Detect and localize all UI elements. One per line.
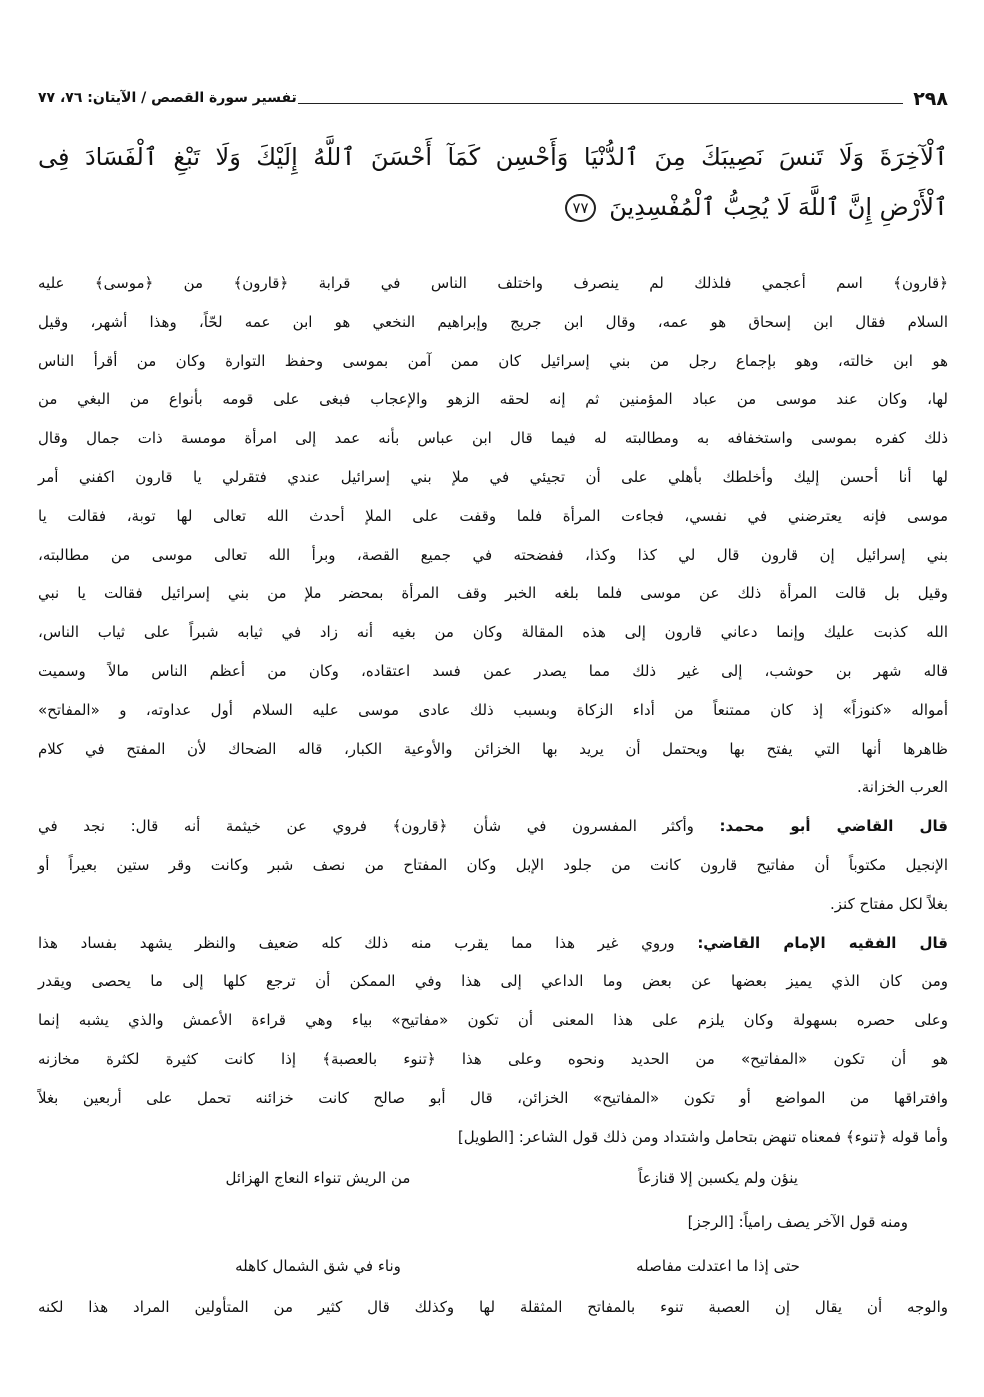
line-text: بغلاً لكل مفتاح كنز.: [830, 894, 948, 913]
running-title: تفسير سورة القصص / الآيتان: ٧٦، ٧٧: [38, 90, 297, 106]
line-text: وافتراقها من المواضع أو تكون «المفاتيح» الخزائن، قال أبو صالح كانت خزائنه تحمل على أربعين بغلاً: [38, 1088, 948, 1107]
text-line: [38, 419, 948, 458]
text-line: [38, 303, 948, 342]
line-text: ﴿قارون﴾ اسم أعجمي فلذلك لم ينصرف واختلف الناس في قرابة ﴿قارون﴾ من ﴿موسى﴾ عليه: [38, 274, 948, 292]
text-line: [38, 691, 948, 730]
poem-intro-text: ومنه قول الآخر يصف رامياً: [الرجز]: [687, 1213, 908, 1232]
line-text: موسى فإنه يعترضني في نفسي، فجاءت المرأة فلما وقفت على الملإ أحدث الله تعالى لها توبة، فقالت يا: [38, 506, 948, 525]
quran-line-text: ٱلْأَرْضِ إِنَّ ٱللَّهَ لَا يُحِبُّ ٱلْمُفْسِدِينَ: [609, 193, 948, 221]
paragraph-lead: قال الفقيه الإمام القاضي:: [697, 933, 948, 952]
paragraph: [38, 264, 948, 807]
line-text: وعلى حصره بسهولة وكان يلزم على هذا المعنى أن تكون «مفاتيح» بياء وهي قراءة الأعمش والذي يشبه إنما: [38, 1011, 948, 1030]
header-rule: [298, 103, 903, 104]
line-text: لها، وكان عند موسى من عباد المؤمنين ثم إنه لحقه الزهو والإعجاب فبغى على قومه بأنواع من البغي من: [38, 390, 948, 409]
text-line: [38, 807, 948, 846]
text-line: [38, 730, 948, 769]
poem-hemistich-second: وناء في شق الشمال كاهله: [235, 1257, 401, 1276]
quran-line: ٱلْآخِرَةَ وَلَا تَنسَ نَصِيبَكَ مِنَ ٱلدُّنْيَا وَأَحْسِن كَمَآ أَحْسَنَ ٱللَّهُ إِلَيْكَ وَلَا تَبْغِ ٱلْفَسَادَ فِى: [38, 143, 948, 171]
text-line: [38, 497, 948, 536]
text-line: [38, 574, 948, 613]
line-text: لها أنا أحسن إليك وأخلطك بأهلي على أن تجيئي في ملإ بني إسرائيل عندي فتقرلي يا قارون اكفني أمر: [38, 467, 948, 486]
text-line: [38, 264, 948, 303]
closing-text: والوجه أن يقال إن العصبة تنوء بالمفاتح المثقلة لها وكذلك قال كثير من المتأولين المراد هذا لكنه: [38, 1298, 948, 1317]
line-text: قاله شهر بن حوشب، إلى غير ذلك مما يصدر عمن فسد اعتقاده، وكان من أعظم الناس مالاً وسميت: [38, 661, 948, 680]
line-text: السلام فقال ابن إسحاق هو عمه، وقال ابن جريج وإبراهيم النخعي هو ابن عمه لحّاً، وهذا أشهر، وقيل: [38, 312, 948, 331]
line-text: بني إسرائيل إن قارون قال لي كذا وكذا، ففضحته في جميع القصة، وبرأ الله تعالى موسى من مطالبته،: [38, 545, 948, 564]
paragraph: [38, 807, 948, 923]
line-text: أمواله «كنوزاً» إذ كان ممتنعاً من أداء الزكاة وبسبب ذلك عادى موسى عليه السلام أول عداوته، و «المفاتح»: [38, 700, 948, 719]
line-text: وقيل بل قالت المرأة ذلك عن موسى فلما بلغه الخبر وقف المرأة بمحضر ملإ من بني إسرائيل فقالت يا نبي: [38, 584, 948, 603]
line-text: ذلك كفره بموسى واستخفافه به ومطالبته له فيما قال ابن عباس بأنه عمد إلى امرأة مومسة ذات جمال وقال: [38, 429, 948, 448]
line-text: هو أن تكون «المفاتيح» من الحديد ونحوه وعلى هذا ﴿تنوء بالعصبة﴾ إذا كانت كثيرة لكثرة مخازنه: [38, 1049, 948, 1068]
text-line: [38, 1001, 948, 1040]
quran-verse: [38, 132, 948, 232]
text-line: [38, 458, 948, 497]
page-content: [38, 264, 948, 1327]
paragraph: [38, 924, 948, 1157]
poem-verse-1: [38, 1156, 948, 1200]
line-text: الإنجيل مكتوباً أن مفاتيح قارون كانت من جلود الإبل وكان المفتاح من نصف شبر وكانت وقر ستين بعيراً أو: [38, 855, 948, 874]
text-line: [38, 1079, 948, 1118]
ayah-number-marker: ٧٧: [565, 194, 595, 222]
line-text: ومن كان الذي يميز بعضها عن بعض وما الداعي إلى هذا وفي الممكن أن ترجع كلها إلى ما يحصى ويقدر: [38, 972, 948, 991]
text-line: [38, 613, 948, 652]
line-text: وأما قوله ﴿تنوء﴾ فمعناه تنهض بتحامل واشتداد ومن ذلك قول الشاعر: [الطويل]: [457, 1127, 948, 1146]
line-text: ظاهرها أنها التي يفتح بها ويحتمل أن يريد بها الخزائن والأوعية الكبار، قاله الضحاك لأن المفتح في كلام: [38, 739, 948, 758]
text-line: [38, 962, 948, 1001]
quran-line: [38, 182, 948, 232]
line-text: الله كذبت عليك وإنما دعاني قارون إلى هذه المقالة وكان من بغيه أنه زاد في ثيابه شبراً على ثياب الناس،: [38, 623, 948, 642]
poem-hemistich-second: من الريش تنواء النعاج الهزائل: [225, 1169, 411, 1188]
text-line: [38, 380, 948, 419]
text-line: [38, 924, 948, 963]
line-text: هو ابن خالته، وهو بإجماع رجل من بني إسرائيل كان ممن آمن بموسى وحفظ التوارة وكان من أقرأ الناس: [38, 351, 948, 370]
text-line: [38, 846, 948, 885]
text-line: [38, 768, 948, 807]
poem-hemistich-first: حتى إذا ما اعتدلت مفاصله: [636, 1257, 800, 1276]
line-text: العرب الخزانة.: [857, 778, 948, 797]
line-text: وأكثر المفسرون في شأن ﴿قارون﴾ فروي عن خيثمة أنه قال: نجد في: [38, 817, 720, 836]
text-line: [38, 652, 948, 691]
text-line: [38, 342, 948, 381]
paragraph-lead: قال القاضي أبو محمد:: [719, 817, 948, 836]
poem-hemistich-first: ينؤن ولم يكسبن إلا قنازعاً: [638, 1169, 798, 1188]
commentary-body: [38, 264, 948, 1156]
text-line: [38, 1040, 948, 1079]
line-text: وروي غير هذا مما يقرب منه ذلك كله ضعيف والنظر يشهد بفساد هذا: [38, 933, 698, 952]
text-line: [38, 885, 948, 924]
running-header: [38, 88, 948, 118]
poem-verse-2: [38, 1244, 948, 1288]
text-line: [38, 536, 948, 575]
page-number: ٢٩٨: [913, 88, 948, 110]
text-line: [38, 1118, 948, 1157]
